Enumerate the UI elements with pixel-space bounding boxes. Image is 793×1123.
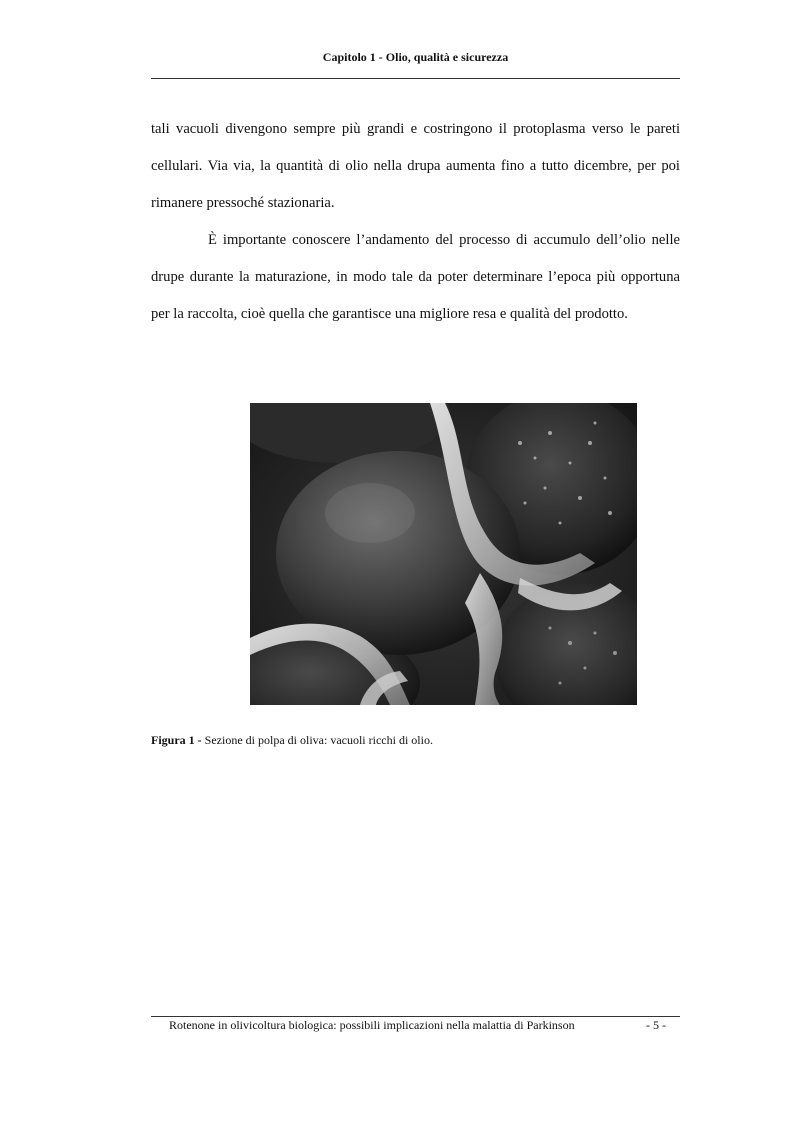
running-header: Capitolo 1 - Olio, qualità e sicurezza (322, 50, 509, 64)
footer-title: Rotenone in olivicoltura biologica: possibili implicazioni nella malattia di Parkinson (169, 1018, 575, 1032)
page-number: - 5 - (646, 1018, 666, 1032)
body-text (151, 111, 680, 333)
figure-caption (151, 733, 680, 748)
paragraph-2: È importante conoscere l’andamento del processo di accumulo dell’olio nelle drupe durante la maturazione, in modo tale da poter determinare l’epoca più opportuna per la raccolta, cioè quella che garantisce una migliore resa e qualità del prodotto. (151, 232, 680, 322)
header-divider (151, 78, 680, 79)
paragraph-1: tali vacuoli divengono sempre più grandi e costringono il protoplasma verso le pareti cellulari. Via via, la quantità di olio nella drupa aumenta fino a tutto dicembre, per poi rimanere pressoché stazionaria. (151, 121, 680, 211)
figure-olive-pulp-micrograph (250, 403, 637, 705)
micrograph-image (250, 403, 637, 705)
figure-caption-label: Figura 1 - (151, 733, 202, 747)
figure-caption-text: Sezione di polpa di oliva: vacuoli ricchi di olio. (201, 733, 433, 747)
footer-divider (151, 1016, 680, 1017)
